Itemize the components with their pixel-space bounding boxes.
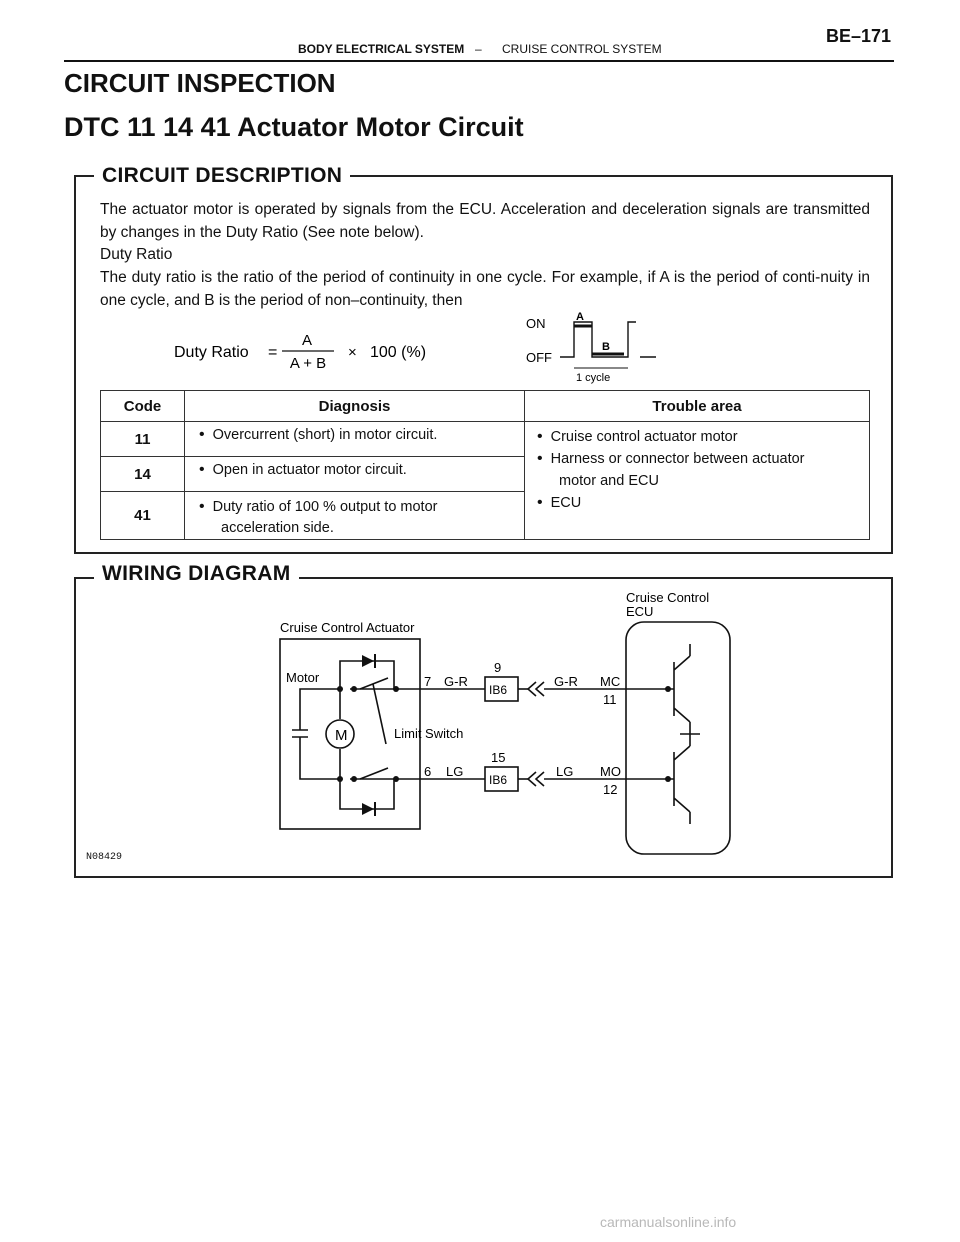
diagnosis-cell — [185, 492, 525, 540]
terminal-mc: MC — [600, 674, 621, 689]
ecu-label: Cruise Control — [626, 590, 710, 605]
diagnosis-cell — [185, 422, 525, 457]
description-paragraph: The actuator motor is operated by signals from the ECU. Acceleration and deceleration signals are transmitted by changes in the Duty Ratio (See note below). — [100, 201, 870, 241]
pin-6: 6 — [424, 764, 432, 779]
diagnosis-text: • Duty ratio of 100 % output to motor — [199, 496, 524, 518]
formula-numerator: A — [301, 332, 313, 349]
waveform-a-label: A — [576, 311, 584, 323]
header-trouble-area: Trouble area — [525, 391, 870, 422]
connector-pin-9: 9 — [494, 660, 502, 675]
formula-equals: = — [268, 344, 278, 361]
trouble-item-continued: motor and ECU — [559, 473, 659, 489]
waveform-off-label: OFF — [526, 350, 552, 365]
header-diagnosis: Diagnosis — [185, 391, 525, 422]
trouble-item: • Cruise control actuator motor — [537, 426, 869, 448]
trouble-item: • ECU — [537, 492, 869, 514]
formula-label: Duty Ratio — [174, 344, 249, 361]
page-number: BE–171 — [826, 26, 892, 46]
code-cell: 41 — [101, 492, 185, 540]
circuit-description-heading: CIRCUIT DESCRIPTION — [94, 164, 350, 188]
dtc-table — [100, 390, 870, 540]
diode-upper — [362, 655, 374, 667]
page-title: CIRCUIT INSPECTION — [64, 68, 336, 98]
diagnosis-text: • Overcurrent (short) in motor circuit. — [199, 427, 437, 443]
header-section: BODY ELECTRICAL SYSTEM — [298, 42, 465, 56]
terminal-no-11: 11 — [603, 692, 617, 707]
actuator-label: Cruise Control Actuator — [280, 620, 415, 635]
motor-letter: M — [335, 727, 348, 744]
formula-denominator: A + B — [289, 355, 327, 372]
header-rule — [64, 60, 894, 62]
table-row — [101, 422, 870, 457]
terminal-mo: MO — [600, 764, 621, 779]
diagnosis-text-continued: acceleration side. — [221, 520, 334, 536]
wire-gr-ecu: G-R — [554, 674, 578, 689]
figure-id: N08429 — [86, 852, 123, 863]
formula-factor: 100 (%) — [370, 344, 427, 361]
trouble-area-cell — [525, 422, 870, 540]
wire-lg-ecu: LG — [556, 764, 574, 779]
ecu-enclosure — [626, 622, 730, 854]
trouble-item: • Harness or connector between actuator — [537, 448, 869, 470]
connector-pin-15: 15 — [491, 750, 506, 765]
diode-lower — [362, 803, 374, 815]
wiring-schematic — [270, 584, 740, 860]
motor-label: Motor — [286, 670, 320, 685]
waveform-cycle-label: 1 cycle — [576, 372, 611, 384]
duty-ratio-formula — [170, 328, 460, 372]
code-cell: 14 — [101, 457, 185, 492]
connector-label-upper: IB6 — [489, 683, 508, 697]
wire-lg-actuator: LG — [446, 764, 464, 779]
connector-label-lower: IB6 — [489, 773, 508, 787]
wiring-diagram-heading: WIRING DIAGRAM — [94, 562, 299, 586]
terminal-no-12: 12 — [603, 782, 618, 797]
wire-gr-actuator: G-R — [444, 674, 468, 689]
duty-waveform — [524, 310, 664, 386]
waveform-b-label: B — [602, 341, 610, 353]
diagnosis-cell — [185, 457, 525, 492]
limit-switch-label: Limit Switch — [394, 726, 464, 741]
duty-ratio-paragraph: The duty ratio is the ratio of the period of continuity in one cycle. For example, if A is the period of conti-nuity in one cycle, and B is the period of non–continuity, then — [100, 269, 870, 309]
ecu-label-line2: ECU — [626, 604, 654, 619]
header-chapter: CRUISE CONTROL SYSTEM — [502, 42, 662, 56]
duty-ratio-heading: Duty Ratio — [100, 246, 173, 263]
table-header-row — [101, 391, 870, 422]
diagnosis-text: • Open in actuator motor circuit. — [199, 462, 407, 478]
waveform-on-label: ON — [526, 316, 546, 331]
header-separator: – — [475, 42, 482, 56]
code-cell: 11 — [101, 422, 185, 457]
dtc-title: DTC 11 14 41 Actuator Motor Circuit — [64, 112, 524, 142]
formula-times: × — [348, 344, 357, 361]
header-code: Code — [101, 391, 185, 422]
pin-7: 7 — [424, 674, 432, 689]
watermark: carmanualsonline.info — [600, 1214, 737, 1230]
